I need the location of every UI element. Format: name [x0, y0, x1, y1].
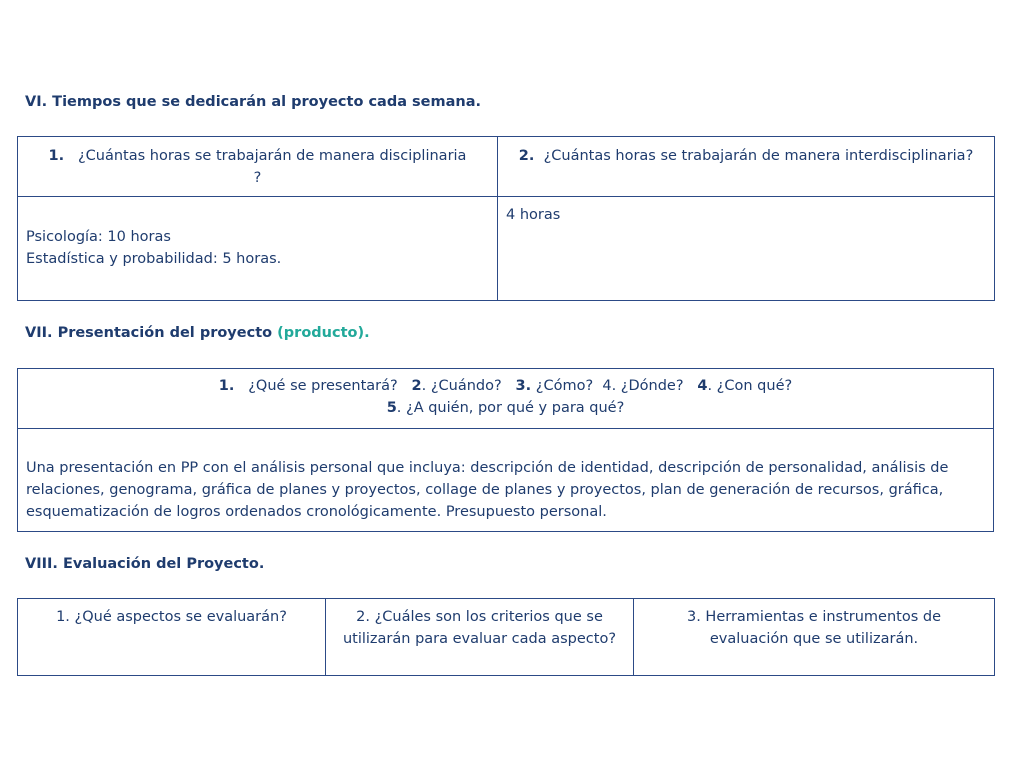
question-where: 4. ¿Dónde?: [602, 378, 684, 394]
evaluation-table: [17, 598, 995, 676]
question-number: 3.: [515, 378, 532, 394]
psychology-hours: Psicología: 10 horas: [26, 229, 171, 245]
question-what: ¿Qué se presentará?: [248, 378, 398, 394]
question-number: 2.: [518, 148, 535, 164]
presentation-table: [17, 368, 994, 532]
time-table: [17, 136, 995, 301]
evaluation-aspects-header: [18, 599, 326, 676]
question-number: 2: [411, 378, 422, 394]
presentation-questions-line1: [26, 375, 985, 397]
question-number: 1.: [48, 148, 65, 164]
question-text: ¿Cuántas horas se trabajarán de manera disciplinaria ?: [77, 148, 467, 186]
section-vi-heading: VI. Tiempos que se dedicarán al proyecto cada semana.: [25, 94, 482, 110]
question-number: 4: [697, 378, 708, 394]
section-viii-heading: VIII. Evaluación del Proyecto.: [25, 556, 265, 572]
evaluation-tools-header: [634, 599, 995, 676]
question-text: ¿Cuántas horas se trabajarán de manera interdisciplinaria?: [543, 148, 974, 164]
question-to-whom: . ¿A quién, por qué y para qué?: [396, 400, 625, 416]
interdisciplinary-hours-answer: [498, 197, 995, 301]
presentation-questions: [18, 369, 994, 429]
evaluation-tools-text: 3. Herramientas e instrumentos de evaluación que se utilizarán.: [686, 609, 942, 647]
question-number: 1.: [218, 378, 235, 394]
presentation-answer-text: Una presentación en PP con el análisis personal que incluya: descripción de identidad, descripción de personalidad, análisis de relaciones, genograma, gráfica de planes y proyectos, collage de planes y proyectos, plan de generación de recursos, gráfica, esquematización de logros ordenados cronológicamente. Presupuesto personal.: [26, 460, 949, 520]
section-vii-heading: [25, 325, 370, 341]
presentation-questions-line2: [26, 397, 985, 419]
time-question-disciplinary: [18, 137, 498, 197]
question-how: ¿Cómo?: [535, 378, 594, 394]
question-when: . ¿Cuándo?: [421, 378, 502, 394]
time-question-interdisciplinary: [498, 137, 995, 197]
question-with-what: . ¿Con qué?: [707, 378, 793, 394]
section-vii-title: VII. Presentación del proyecto: [25, 325, 273, 341]
evaluation-aspects-text: 1. ¿Qué aspectos se evaluarán?: [56, 609, 287, 625]
interdisciplinary-hours: 4 horas: [506, 207, 561, 223]
evaluation-criteria-header: [326, 599, 634, 676]
section-vii-title-accent: (producto).: [277, 325, 370, 341]
question-number: 5: [386, 400, 397, 416]
statistics-hours: Estadística y probabilidad: 5 horas.: [26, 251, 282, 267]
presentation-answer: [18, 429, 994, 532]
disciplinary-hours-answer: [18, 197, 498, 301]
evaluation-criteria-text: 2. ¿Cuáles son los criterios que se utilizarán para evaluar cada aspecto?: [342, 609, 617, 647]
